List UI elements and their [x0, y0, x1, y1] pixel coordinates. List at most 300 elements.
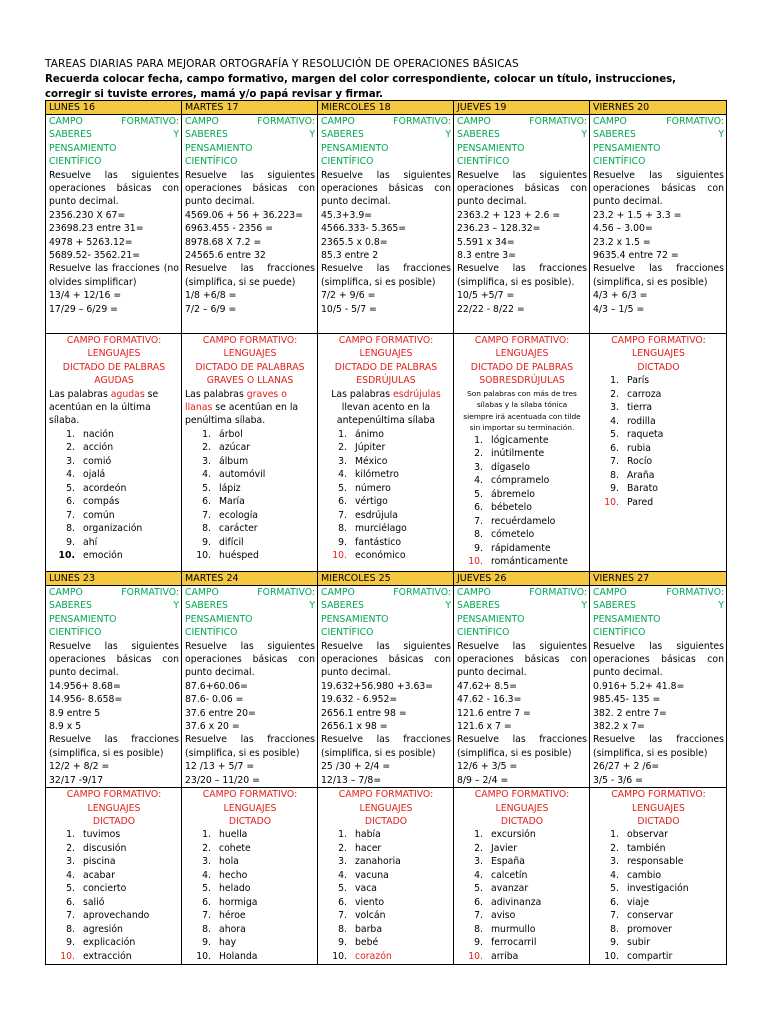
dictation-heading: CAMPO FORMATIVO: — [66, 789, 162, 801]
word-text: ahí — [83, 536, 98, 548]
campo-formativo-label: CAMPO FORMATIVO: — [321, 587, 451, 598]
operation-item: 121.6 entre 7 = — [457, 707, 531, 719]
word-text: concierto — [83, 883, 127, 895]
word-item — [49, 522, 179, 536]
instruction-text: punto decimal. — [185, 196, 255, 208]
word-item — [321, 869, 451, 883]
operation-item: 9635.4 entre 72 = — [593, 250, 679, 262]
operation-item: 37.6 entre 20= — [185, 707, 256, 719]
word-number: 4. — [66, 869, 75, 881]
word-item — [185, 896, 315, 910]
instruction-text: punto decimal. — [593, 667, 663, 679]
word-item — [593, 401, 724, 415]
fraction-item: 12 /13 + 5/7 = — [185, 761, 255, 773]
operation-item: 8.9 x 5 — [49, 721, 82, 733]
word-text: acordeón — [83, 482, 127, 494]
word-list — [185, 428, 315, 563]
fraction-instruction: olvides simplificar) — [49, 276, 137, 288]
fraction-item: 7/2 – 6/9 = — [185, 303, 237, 315]
dictation-cell — [590, 334, 727, 572]
word-number: 7. — [610, 456, 619, 468]
word-number: 1. — [66, 428, 75, 440]
dictation-heading: LENGUAJES — [359, 802, 413, 814]
campo-formativo-label: CIENTÍFICO — [49, 627, 102, 639]
dictation-cell — [454, 334, 590, 572]
word-text: ecología — [219, 509, 258, 521]
word-number: 1. — [202, 829, 211, 841]
word-item — [49, 842, 179, 856]
word-item — [457, 936, 587, 950]
word-number: 8. — [610, 923, 619, 935]
day-header: MIERCOLES 25 — [318, 572, 454, 586]
word-text: tuvimos — [83, 829, 121, 841]
word-text: lógicamente — [491, 434, 549, 446]
word-number: 6. — [338, 896, 347, 908]
dictation-heading: DICTADO — [637, 815, 680, 827]
word-number: 10. — [468, 556, 483, 568]
day-header: JUEVES 19 — [454, 101, 590, 115]
fraction-item: 10/5 +5/7 = — [457, 290, 515, 302]
word-text: observar — [627, 829, 668, 841]
word-text: Rocío — [627, 456, 653, 468]
word-number: 5. — [338, 883, 347, 895]
word-item — [49, 855, 179, 869]
dictation-heading: LENGUAJES — [632, 348, 685, 360]
instruction-text: operaciones básicas con — [185, 654, 315, 666]
word-number: 5. — [202, 482, 211, 494]
word-number: 7. — [66, 509, 75, 521]
word-item — [457, 869, 587, 883]
campo-formativo-label: PENSAMIENTO — [185, 142, 253, 154]
word-item — [49, 428, 179, 442]
word-number: 6. — [610, 896, 619, 908]
fraction-instruction: Resuelve las fracciones — [321, 734, 451, 746]
word-text: vacuna — [355, 869, 389, 881]
campo-formativo-label: PENSAMIENTO — [321, 142, 389, 154]
word-item — [49, 882, 179, 896]
word-number: 1. — [66, 829, 75, 841]
instruction-text: Resuelve las siguientes — [457, 169, 587, 181]
word-number: 3. — [66, 856, 75, 868]
campo-formativo-label: CIENTÍFICO — [457, 156, 510, 168]
word-item — [321, 509, 451, 523]
operation-item: 19.632+56.980 +3.63= — [321, 680, 434, 692]
operation-item: 5.591 x 34= — [457, 236, 515, 248]
day-header-row — [46, 101, 727, 115]
dictation-note — [321, 388, 451, 428]
dictation-heading: CAMPO FORMATIVO: — [66, 335, 162, 346]
operation-item: 8978.68 X 7.2 = — [185, 236, 262, 248]
word-item — [321, 882, 451, 896]
math-task-cell — [454, 586, 590, 788]
word-item — [49, 950, 179, 964]
word-item — [593, 923, 724, 937]
word-number: 8. — [202, 923, 211, 935]
word-text: difícil — [219, 536, 244, 548]
operation-item: 8.9 entre 5 — [49, 707, 101, 719]
fraction-instruction: Resuelve las fracciones — [457, 263, 587, 275]
word-number: 5. — [610, 883, 619, 895]
word-number: 5. — [202, 883, 211, 895]
word-item — [321, 950, 451, 964]
campo-formativo-label: SABERES Y — [185, 600, 315, 612]
word-item — [457, 855, 587, 869]
math-task-cell — [318, 115, 454, 334]
math-task-cell — [590, 586, 727, 788]
dictation-note — [49, 388, 179, 428]
word-text: corazón — [355, 950, 392, 962]
word-item — [593, 896, 724, 910]
operation-item: 0.916+ 5.2+ 41.8= — [593, 680, 685, 692]
word-number: 6. — [474, 502, 483, 514]
word-number: 3. — [202, 856, 211, 868]
word-item — [457, 828, 587, 842]
word-item — [457, 501, 587, 515]
fraction-item: 22/22 - 8/22 = — [457, 303, 525, 315]
word-list — [321, 828, 451, 963]
fraction-instruction: (simplifica, si es posible) — [49, 747, 164, 759]
word-number: 3. — [610, 856, 619, 868]
operation-item: 8.3 entre 3= — [457, 250, 516, 262]
word-item — [457, 950, 587, 964]
word-number: 5. — [474, 488, 483, 500]
word-text: inútilmente — [491, 448, 545, 460]
word-list — [321, 428, 451, 563]
dictation-cell — [590, 788, 727, 965]
word-item — [457, 555, 587, 569]
word-number: 3. — [610, 402, 619, 414]
word-item — [321, 923, 451, 937]
operation-item: 24565.6 entre 32 — [185, 250, 266, 262]
fraction-instruction: (simplifica, si es posible). — [457, 276, 575, 288]
word-item — [593, 869, 724, 883]
word-number: 2. — [202, 842, 211, 854]
word-text: común — [83, 509, 115, 521]
word-number: 2. — [610, 842, 619, 854]
word-text: Holanda — [219, 950, 258, 962]
instruction-text: Resuelve las siguientes — [49, 640, 179, 652]
word-text: murciélago — [355, 523, 407, 535]
word-item — [593, 428, 724, 442]
campo-formativo-label: SABERES Y — [185, 129, 315, 141]
campo-formativo-label: PENSAMIENTO — [593, 613, 661, 625]
word-number: 9. — [338, 937, 347, 949]
word-number: 2. — [66, 442, 75, 454]
operation-item: 14.956- 8.658= — [49, 694, 123, 706]
word-text: cambio — [627, 869, 662, 881]
word-text: aviso — [491, 910, 516, 922]
word-item — [49, 936, 179, 950]
word-text: románticamente — [491, 556, 569, 568]
campo-formativo-label: SABERES Y — [593, 600, 724, 612]
instruction-text: Resuelve las siguientes — [593, 169, 724, 181]
instruction-text: operaciones básicas con — [593, 654, 724, 666]
word-item — [185, 950, 315, 964]
campo-formativo-label: SABERES Y — [321, 129, 451, 141]
word-number: 4. — [610, 415, 619, 427]
word-number: 4. — [66, 469, 75, 481]
word-number: 9. — [66, 536, 75, 548]
word-number: 6. — [202, 896, 211, 908]
dictation-row — [46, 788, 727, 965]
operation-item: 985.45- 135 = — [593, 694, 661, 706]
word-number: 3. — [66, 455, 75, 467]
dictation-cell — [182, 334, 318, 572]
word-number: 10. — [196, 550, 211, 562]
dictation-cell — [454, 788, 590, 965]
word-number: 4. — [610, 869, 619, 881]
word-number: 4. — [474, 869, 483, 881]
campo-formativo-label: CAMPO FORMATIVO: — [593, 116, 724, 127]
word-text: huésped — [219, 550, 259, 562]
word-number: 8. — [474, 529, 483, 541]
word-number: 7. — [610, 910, 619, 922]
word-text: promover — [627, 923, 672, 935]
campo-formativo-label: SABERES Y — [457, 129, 587, 141]
word-text: conservar — [627, 910, 674, 922]
word-item — [49, 828, 179, 842]
campo-formativo-label: CAMPO FORMATIVO: — [593, 587, 724, 598]
campo-formativo-label: CIENTÍFICO — [321, 156, 374, 168]
word-number: 8. — [474, 923, 483, 935]
word-text: arriba — [491, 950, 519, 962]
word-item — [49, 509, 179, 523]
word-item — [321, 549, 451, 563]
word-text: emoción — [83, 550, 123, 562]
word-text: cohete — [219, 842, 251, 854]
word-item — [593, 496, 724, 510]
dictation-cell — [318, 334, 454, 572]
operation-item: 45.3+3.9= — [321, 209, 373, 221]
word-text: económico — [355, 550, 406, 562]
word-number: 1. — [202, 428, 211, 440]
operation-item: 4566.333- 5.365= — [321, 223, 407, 235]
page-instructions: Recuerda colocar fecha, campo formativo, margen del color correspondiente, colocar un título, instrucciones, corregir si tuviste errores, mamá y/o papá revisar y firmar. — [45, 74, 677, 100]
dictation-heading: LENGUAJES — [495, 348, 549, 360]
dictation-row — [46, 334, 727, 572]
word-item — [321, 441, 451, 455]
fraction-instruction: (simplifica, si es posible) — [457, 747, 572, 759]
campo-formativo-label: PENSAMIENTO — [457, 142, 525, 154]
word-item — [185, 536, 315, 550]
dictation-cell — [182, 788, 318, 965]
dictation-heading: CAMPO FORMATIVO: — [474, 789, 570, 801]
word-number: 2. — [610, 388, 619, 400]
word-text: vértigo — [355, 496, 388, 508]
operation-item: 37.6 x 20 = — [185, 721, 240, 733]
dictation-heading: DICTADO — [364, 815, 408, 827]
campo-formativo-label: CAMPO FORMATIVO: — [49, 587, 179, 598]
word-text: aprovechando — [83, 910, 150, 922]
word-number: 9. — [474, 542, 483, 554]
word-text: rápidamente — [491, 542, 551, 554]
word-number: 10. — [604, 950, 619, 962]
fraction-item: 23/20 – 11/20 = — [185, 774, 260, 786]
operation-item: 85.3 entre 2 — [321, 250, 379, 262]
word-text: volcán — [355, 910, 386, 922]
dictation-cell — [318, 788, 454, 965]
word-text: Júpiter — [355, 442, 386, 454]
word-text: lápiz — [219, 482, 241, 494]
fraction-item: 4/3 – 1/5 = — [593, 303, 645, 315]
fraction-instruction: Resuelve las fracciones — [593, 263, 724, 275]
math-task-cell — [454, 115, 590, 334]
word-number: 9. — [610, 937, 619, 949]
word-number: 8. — [66, 523, 75, 535]
fraction-item: 32/17 -9/17 — [49, 774, 103, 786]
instruction-text: operaciones básicas con — [185, 183, 315, 195]
math-task-cell — [182, 586, 318, 788]
homework-table — [45, 100, 727, 965]
dictation-note: Son palabras con más de tres — [467, 388, 577, 398]
instruction-text: punto decimal. — [457, 196, 527, 208]
word-text: azúcar — [219, 442, 251, 454]
word-item — [593, 842, 724, 856]
word-number: 9. — [202, 536, 211, 548]
campo-formativo-label: PENSAMIENTO — [593, 142, 661, 154]
note-highlight: agudas — [110, 388, 145, 400]
word-text: Javier — [491, 842, 518, 854]
fraction-instruction: (simplifica, si se puede) — [185, 276, 296, 288]
dictation-heading: DICTADO — [92, 815, 136, 827]
dictation-heading: ESDRÚJULAS — [356, 375, 416, 387]
dictation-heading: CAMPO FORMATIVO: — [611, 335, 706, 346]
word-text: zanahoria — [355, 856, 401, 868]
day-header: LUNES 16 — [46, 101, 182, 115]
word-text: dígaselo — [491, 461, 530, 473]
word-number: 3. — [338, 455, 347, 467]
note-highlight: esdrújulas — [393, 388, 441, 400]
word-item — [457, 923, 587, 937]
day-header: MARTES 17 — [182, 101, 318, 115]
operation-item: 2656.1 entre 98 = — [321, 707, 407, 719]
word-text: hormiga — [219, 896, 258, 908]
word-text: vaca — [355, 883, 378, 895]
word-item — [185, 522, 315, 536]
campo-formativo-label: CIENTÍFICO — [49, 156, 102, 168]
fraction-instruction: Resuelve las fracciones (no — [49, 263, 179, 275]
word-item — [457, 461, 587, 475]
dictation-note: siempre irá acentuada con tilde — [463, 411, 581, 421]
word-item — [185, 909, 315, 923]
day-header-row — [46, 572, 727, 586]
instruction-text: punto decimal. — [321, 196, 391, 208]
word-text: bebé — [355, 937, 379, 949]
word-number: 8. — [610, 469, 619, 481]
campo-formativo-label: PENSAMIENTO — [457, 613, 525, 625]
word-item — [49, 549, 179, 563]
word-item — [593, 482, 724, 496]
instruction-text: Resuelve las siguientes — [593, 640, 724, 652]
word-item — [49, 896, 179, 910]
word-text: Barato — [627, 483, 658, 495]
dictation-heading: LENGUAJES — [87, 802, 141, 814]
word-number: 4. — [338, 869, 347, 881]
instruction-text: punto decimal. — [593, 196, 663, 208]
instruction-text: punto decimal. — [185, 667, 255, 679]
word-number: 6. — [66, 896, 75, 908]
word-text: acabar — [83, 869, 115, 881]
word-number: 10. — [604, 496, 619, 508]
word-text: cómpramelo — [491, 475, 550, 487]
word-item — [593, 374, 724, 388]
word-item — [321, 842, 451, 856]
word-number: 9. — [338, 536, 347, 548]
word-item — [49, 536, 179, 550]
word-item — [49, 482, 179, 496]
day-header: JUEVES 26 — [454, 572, 590, 586]
dictation-heading: CAMPO FORMATIVO: — [338, 335, 434, 346]
word-number: 2. — [66, 842, 75, 854]
math-row — [46, 586, 727, 788]
fraction-instruction: (simplifica, si es posible) — [185, 747, 300, 759]
instruction-text: Resuelve las siguientes — [321, 169, 451, 181]
dictation-heading: CAMPO FORMATIVO: — [611, 789, 706, 801]
math-task-cell — [182, 115, 318, 334]
word-text: compartir — [627, 950, 673, 962]
word-text: compás — [83, 496, 120, 508]
word-number: 9. — [610, 483, 619, 495]
word-text: carroza — [627, 388, 662, 400]
word-list — [457, 828, 587, 963]
word-number: 1. — [474, 829, 483, 841]
operation-item: 382. 2 entre 7= — [593, 707, 667, 719]
fraction-item: 12/6 + 3/5 = — [457, 761, 518, 773]
word-text: organización — [83, 523, 143, 535]
word-text: rodilla — [627, 415, 656, 427]
word-number: 4. — [202, 469, 211, 481]
word-list — [457, 434, 587, 569]
word-text: fantástico — [355, 536, 402, 548]
word-text: cómetelo — [491, 529, 535, 541]
word-number: 7. — [338, 509, 347, 521]
operation-item: 2656.1 x 98 = — [321, 721, 388, 733]
fraction-instruction: Resuelve las fracciones — [49, 734, 179, 746]
word-number: 5. — [66, 482, 75, 494]
word-number: 8. — [338, 523, 347, 535]
operation-item: 4.56 – 3.00= — [593, 223, 653, 235]
campo-formativo-label: CAMPO FORMATIVO: — [321, 116, 451, 127]
word-text: murmullo — [491, 923, 536, 935]
word-number: 7. — [474, 910, 483, 922]
word-item — [321, 936, 451, 950]
word-number: 1. — [338, 428, 347, 440]
campo-formativo-label: CIENTÍFICO — [593, 156, 646, 168]
campo-formativo-label: CAMPO FORMATIVO: — [185, 116, 315, 127]
campo-formativo-label: CIENTÍFICO — [321, 627, 374, 639]
word-number: 8. — [66, 923, 75, 935]
dictation-cell — [46, 788, 182, 965]
word-text: bébetelo — [491, 502, 532, 514]
dictation-heading: LENGUAJES — [495, 802, 549, 814]
word-number: 6. — [66, 496, 75, 508]
operation-item: 87.6- 0.06 = — [185, 694, 244, 706]
operation-item: 47.62 - 16.3= — [457, 694, 522, 706]
word-text: raqueta — [627, 429, 664, 441]
word-list — [49, 828, 179, 963]
campo-formativo-label: SABERES Y — [457, 600, 587, 612]
math-task-cell — [46, 115, 182, 334]
word-number: 4. — [202, 869, 211, 881]
word-text: piscina — [83, 856, 116, 868]
word-text: héroe — [219, 910, 246, 922]
word-number: 9. — [66, 937, 75, 949]
instruction-text: Resuelve las siguientes — [457, 640, 587, 652]
word-item — [321, 428, 451, 442]
operation-item: 4978 + 5263.12= — [49, 236, 133, 248]
word-text: helado — [219, 883, 251, 895]
dictation-heading: DICTADO — [500, 815, 544, 827]
